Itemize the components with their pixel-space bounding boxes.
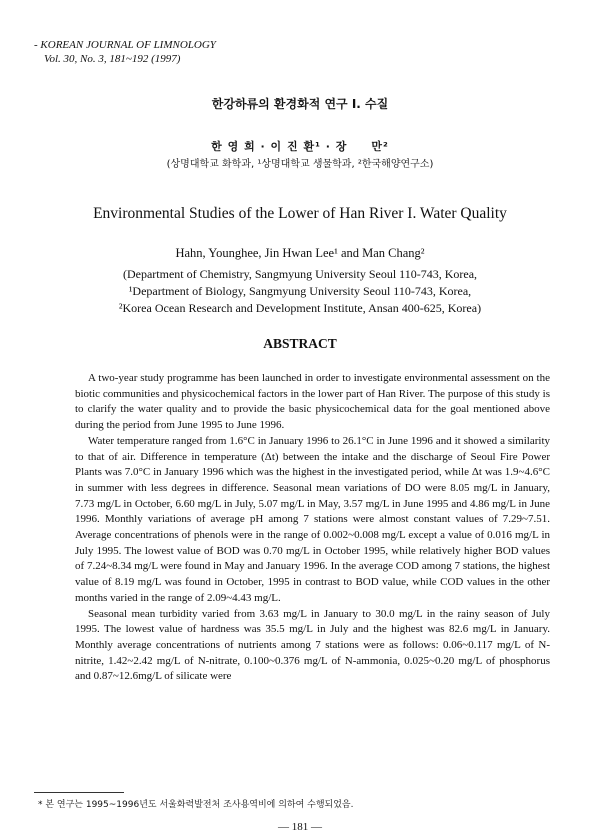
abstract-paragraph: Water temperature ranged from 1.6°C in January 1996 to 26.1°C in June 1996 and it showed a similarity to that of air. Difference in temperature (Δt) between the intake and the discharge of Seoul Fire Power Plants was 7.0°C in January 1996 which was the highest in the investigated period, while Δt was 1.9~4.6°C in summer with less degrees in difference. Seasonal mean variations of DO were 8.05 mg/L in January, 7.73 mg/L in October, 6.60 mg/L in July, 5.07 mg/L in May, 3.57 mg/L in June 1995 and 4.86 mg/L in June 1996. Monthly variations of average pH among 7 stations were almost constant values of 7.29~7.51. Average concentrations of phenols were in the range of 0.002~0.008 mg/L except a value of 0.016 mg/L in July 1995. The lowest value of BOD was 0.70 mg/L in October 1995, while relatively higher BOD values of 7.24~8.34 mg/L were found in May and January 1996. In the average COD among 7 stations, the highest value of 8.19 mg/L was found in October, 1995 in contrast to BOD value, while COD values in the other months varied in the range of 2.09~4.43 mg/L.	[75, 434, 550, 604]
english-title: Environmental Studies of the Lower of Han River I. Water Quality	[93, 205, 507, 222]
page-number: — 181 —	[278, 821, 322, 833]
journal-volume: Vol. 30, No. 3, 181~192 (1997)	[44, 53, 181, 65]
korean-authors: 한 영 희 · 이 진 환¹ · 장 만²	[211, 140, 389, 153]
footnote: * 본 연구는 1995~1996년도 서울화력발전처 조사용역비에 의하여 수행되었음.	[38, 800, 354, 810]
abstract-paragraph: Seasonal mean turbidity varied from 3.63 mg/L in January to 30.0 mg/L in the rainy season of July 1995. The lowest value of hardness was 35.5 mg/L in July and the highest was 82.6 mg/L in January. Monthly average concentrations of nutrients among 7 stations were as follows: 0.06~0.117 mg/L of N-nitrite, 1.42~2.42 mg/L of N-nitrate, 0.100~0.376 mg/L of N-ammonia, 0.025~0.20 mg/L of phosphorus and 0.87~12.6mg/L of silicate were	[75, 607, 550, 683]
affiliation-line: ²Korea Ocean Research and Development Institute, Ansan 400-625, Korea)	[118, 301, 482, 315]
abstract-heading: ABSTRACT	[263, 336, 337, 351]
korean-affiliation: (상명대학교 화학과, ¹상명대학교 생물학과, ²한국해양연구소)	[166, 159, 434, 170]
english-affiliations	[0, 266, 600, 317]
journal-header	[34, 38, 216, 66]
abstract-paragraph: A two-year study programme has been launched in order to investigate environmental assessment on the biotic communities and physicochemical factors in the lower part of Han River. The purpose of this study is to clarify the water quality and to provide the basic physicochemical data for the goal mentioned above during the period from June 1995 to June 1996.	[75, 372, 550, 432]
journal-name: - KOREAN JOURNAL OF LIMNOLOGY	[34, 39, 216, 51]
affiliation-line: ¹Department of Biology, Sangmyung University Seoul 110-743, Korea,	[128, 284, 472, 298]
korean-title: 한강하류의 환경화적 연구 I. 수질	[211, 97, 389, 111]
affiliation-line: (Department of Chemistry, Sangmyung University Seoul 110-743, Korea,	[122, 267, 478, 281]
english-authors: Hahn, Younghee, Jin Hwan Lee¹ and Man Chang²	[175, 246, 425, 260]
footnote-divider	[34, 792, 124, 793]
abstract-body	[75, 371, 550, 685]
